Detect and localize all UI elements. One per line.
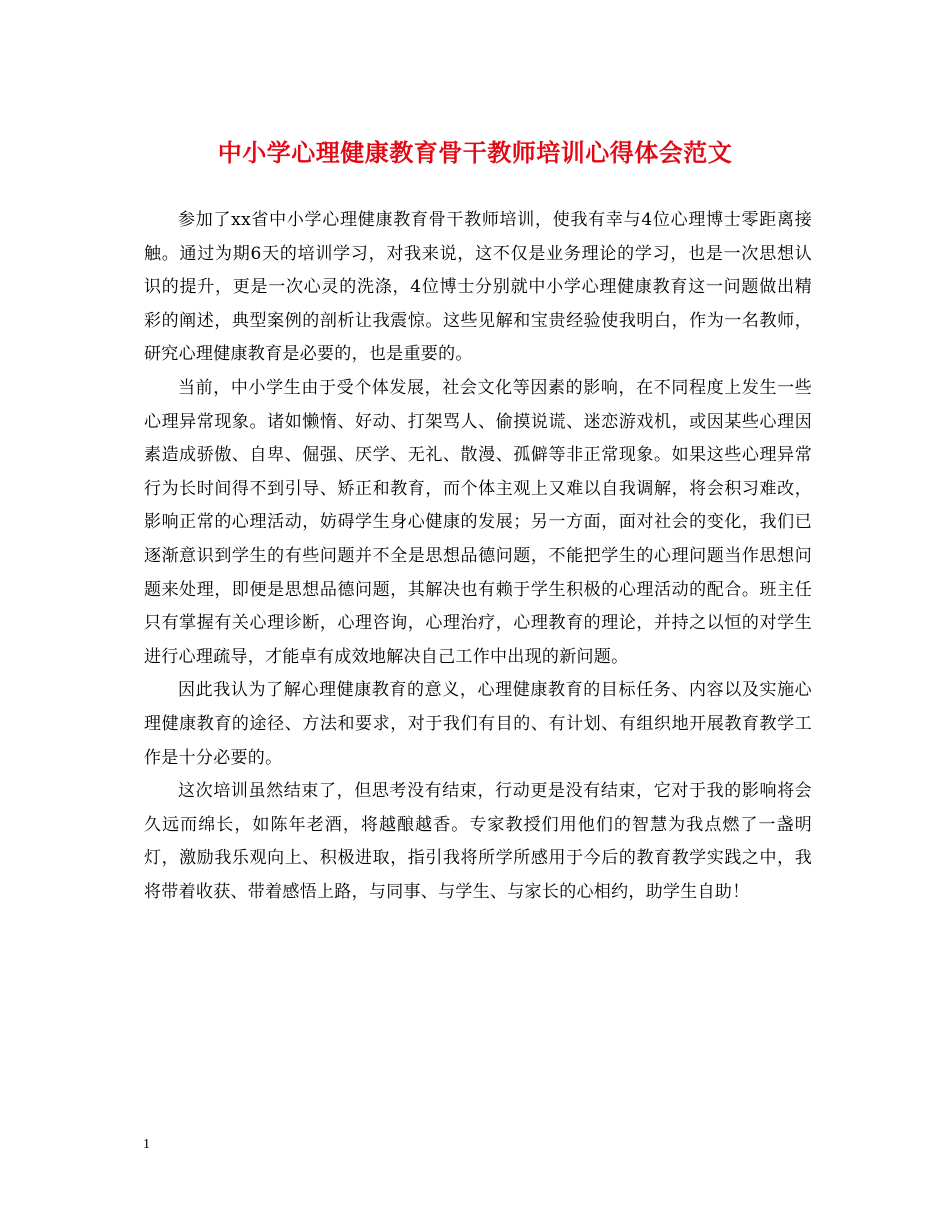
document-body — [144, 204, 812, 909]
page-number: 1 — [143, 1137, 150, 1152]
paragraph-2: 当前，中小学生由于受个体发展，社会文化等因素的影响，在不同程度上发生一些心理异常现象。诸如懒惰、好动、打架骂人、偷摸说谎、迷恋游戏机，或因某些心理因素造成骄傲、自卑、倔强、厌学、无礼、散漫、孤僻等非正常现象。如果这些心理异常行为长时间得不到引导、矫正和教育，而个体主观上又难以自我调解，将会积习难改，影响正常的心理活动，妨碍学生身心健康的发展；另一方面，面对社会的变化，我们已逐渐意识到学生的有些问题并不全是思想品德问题，不能把学生的心理问题当作思想问题来处理，即便是思想品德问题，其解决也有赖于学生积极的心理活动的配合。班主任只有掌握有关心理诊断，心理咨询，心理治疗，心理教育的理论，并持之以恒的对学生进行心理疏导，才能卓有成效地解决自己工作中出现的新问题。 — [144, 377, 812, 667]
document-title: 中小学心理健康教育骨干教师培训心得体会范文 — [217, 139, 733, 167]
paragraph-1: 参加了xx省中小学心理健康教育骨干教师培训，使我有幸与4位心理博士零距离接触。通过为期6天的培训学习，对我来说，这不仅是业务理论的学习，也是一次思想认识的提升，更是一次心灵的洗涤，4位博士分别就中小学心理健康教育这一问题做出精彩的阐述，典型案例的剖析让我震惊。这些见解和宝贵经验使我明白，作为一名教师，研究心理健康教育是必要的，也是重要的。 — [144, 210, 812, 365]
paragraph-3: 因此我认为了解心理健康教育的意义，心理健康教育的目标任务、内容以及实施心理健康教育的途径、方法和要求，对于我们有目的、有计划、有组织地开展教育教学工作是十分必要的。 — [144, 680, 812, 768]
paragraph-4: 这次培训虽然结束了，但思考没有结束，行动更是没有结束，它对于我的影响将会久远而绵长，如陈年老酒，将越酿越香。专家教授们用他们的智慧为我点燃了一盏明灯，激励我乐观向上、积极进取，指引我将所学所感用于今后的教育教学实践之中，我将带着收获、带着感悟上路，与同事、与学生、与家长的心相约，助学生自助！ — [144, 781, 812, 902]
